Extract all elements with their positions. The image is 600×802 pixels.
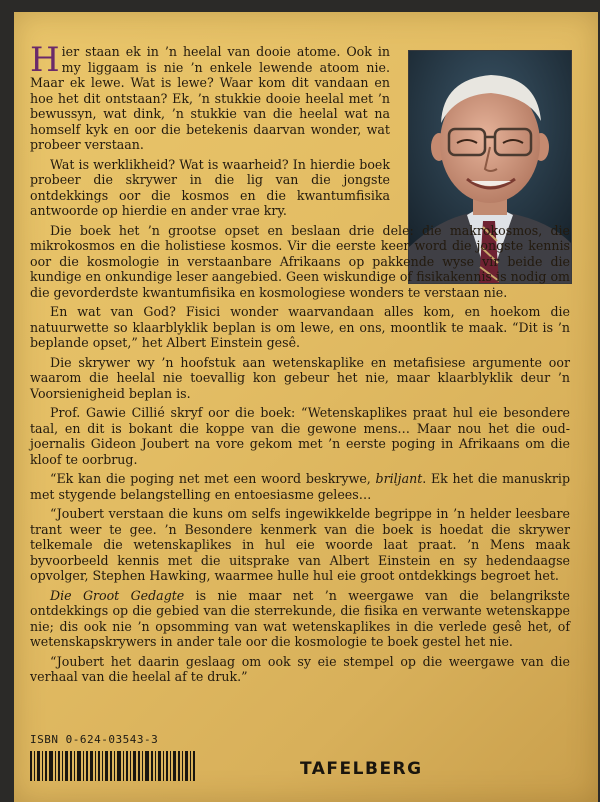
- quote-emphasis: briljant: [375, 471, 423, 486]
- blurb-text: [30, 40, 571, 689]
- paragraph-5: Die skrywer wy ’n hoofstuk aan wetenskaplike en metafisiese argumente oor waarom die heelal nie toevallig kon gebeur het nie, maar klaarblyklik deur ’n Voorsienigheid beplan is.: [30, 354, 570, 401]
- barcode: [30, 751, 200, 781]
- quote-post: . Ek het die manuskrip met stygende belangstelling en entoesiasme gelees…: [30, 471, 571, 502]
- paragraph-9: [30, 588, 570, 650]
- paragraph-6: Prof. Gawie Cillié skryf oor die boek: “Wetenskaplikes praat hul eie besondere taal, en dit is bokant die koppe van die gewone mens… Maar nou het die oud-joernalis Gideon Joubert na vore gekom met ’n eerste poging in Afrikaans om die kloof te oorbrug.: [30, 405, 570, 467]
- paragraph-10: “Joubert het daarin geslaag om ook sy eie stempel op die weergawe van die verhaal van die heelal af te druk.”: [30, 653, 570, 684]
- publisher-logo: TAFELBERG: [300, 759, 423, 779]
- quote-pre: “Ek kan die poging net met een woord beskrywe,: [50, 471, 376, 486]
- paragraph-7: [30, 471, 570, 502]
- drop-cap: H: [30, 40, 60, 80]
- paragraph-1: [30, 40, 390, 153]
- paragraph-9-text: is nie maar net ’n weergawe van die belangrikste ontdekkings op die gebied van die sterrekunde, die fisika en verwante wetenskappe nie; dis ook nie ’n opsomming van wat wetenskaplikes in die verlede gesê het, of wetenskapskrywers in ander tale oor die kosmologie te boek gestel het nie.: [30, 587, 570, 649]
- paragraph-4: En wat van God? Fisici wonder waarvandaan alles kom, en hoekom die natuurwette so klaarblyklik beplan is om lewe, en ons, moontlik te maak. “Dit is ’n beplande opset,” het Albert Einstein gesê.: [30, 304, 570, 350]
- paragraph-2: Wat is werklikheid? Wat is waarheid? In hierdie boek probeer die skrywer in die lig van die jongste ontdekkings oor die kosmos en die kwantumfisika antwoorde op hierdie en ander vrae kry.: [30, 156, 390, 218]
- paragraph-8: “Joubert verstaan die kuns om selfs ingewikkelde begrippe in ’n helder leesbare trant weer te gee. ’n Besondere kenmerk van die boek is hoedat die skrywer telkemale die wetenskaplikes in hul eie woorde laat praat. ’n Mens maak byvoorbeeld kennis met die uitsprake van Albert Einstein en sy hedendaagse opvolger, Stephen Hawking, waarmee hulle hul eie groot ontdekkings begroet het.: [30, 506, 570, 583]
- paragraph-1-text: ier staan ek in ’n heelal van dooie atome. Ook in my liggaam is nie ’n enkele lewende atoom nie. Maar ek lewe. Wat is lewe? Waar kom dit vandaan en hoe het dit ontstaan? Ek, ’n stukkie dooie heelal met ’n bewussyn, wat dink, ’n stukkie van die heelal wat na homself kyk en oor die betekenis daarvan wonder, wat probeer verstaan.: [30, 44, 390, 152]
- paragraph-3: Die boek het ’n grootse opset en beslaan drie dele: die makrokosmos, die mikrokosmos en die holistiese kosmos. Vir die eerste keer word die jongste kennis oor die kosmologie in verstaanbare Afrikaans op pakkende wyse vir beide die kundige en onkundige leser aangebied. Geen wiskundige of fisikakennis is nodig om die gevorderdste kwantumfisika en kosmologiese wonders te verstaan nie.: [30, 222, 570, 300]
- isbn-block: [30, 733, 190, 747]
- isbn-number: ISBN 0-624-03543-3: [30, 733, 159, 746]
- book-title: Die Groot Gedagte: [50, 587, 185, 603]
